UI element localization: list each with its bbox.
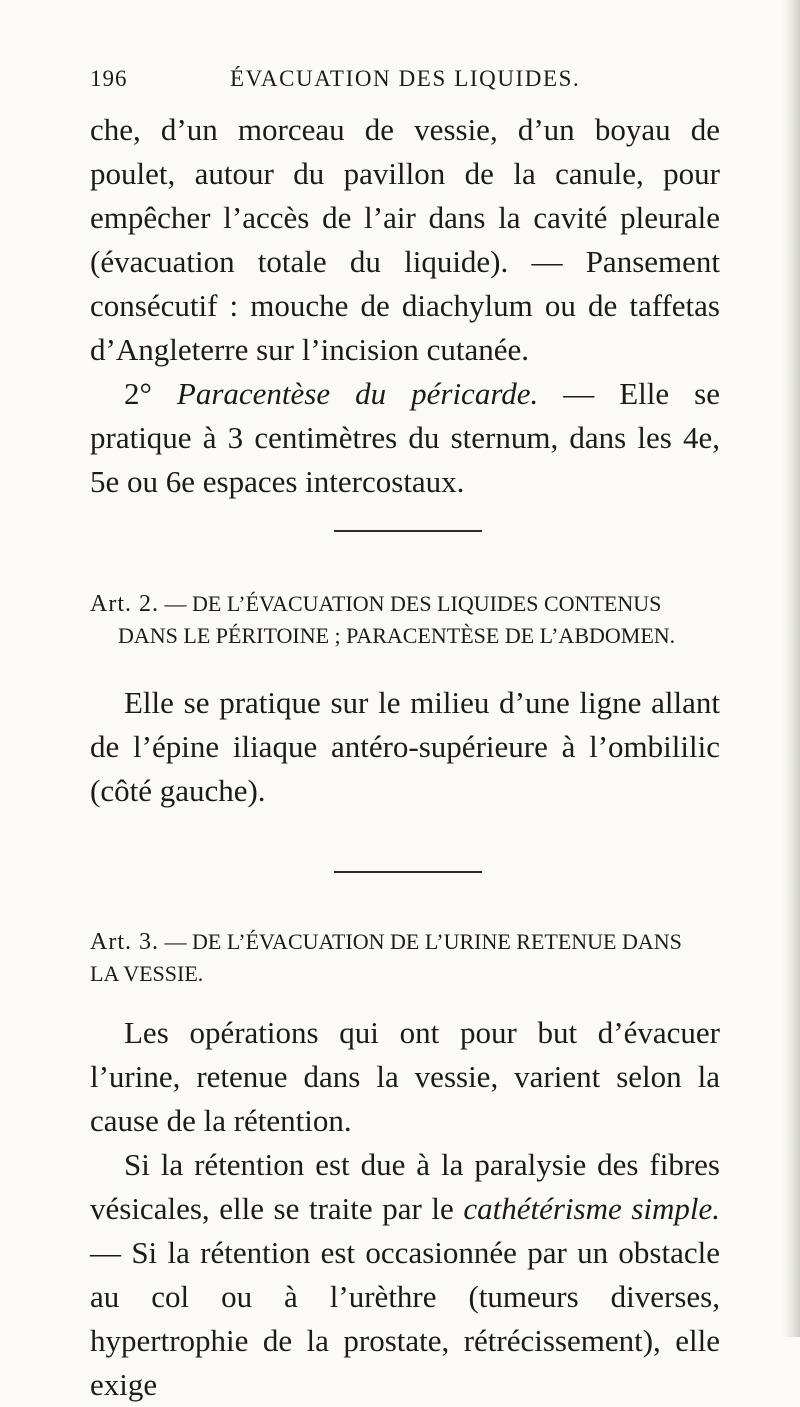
page-header (90, 66, 710, 94)
paragraph-retention-prefix: Si la rétention est due à la paralysie des fibres vésicales, elle se traite par le (90, 1147, 720, 1226)
page-number: 196 (90, 66, 128, 91)
paragraph-retention-text: — Si la rétention est occasionnée par un obstacle au col ou à l’urèthre (tumeurs diverses, hypertrophie de la prostate, rétrécissement), elle exige (90, 1235, 720, 1402)
article-3-title-line1: — DE L’ÉVACUATION DE L’URINE RETENUE DANS (159, 929, 682, 954)
article-3-label: Art. 3. (90, 929, 159, 955)
paragraph-pericarde-text: — Elle se pratique à 3 centimètres du sternum, dans les 4e, 5e ou 6e espaces intercostaux. (90, 376, 720, 499)
paragraph-retention-term: cathétérisme simple. (463, 1191, 721, 1226)
paragraph-pericarde (90, 372, 720, 504)
paragraph-pericarde-prefix: 2° (124, 376, 177, 411)
article-2-title-line2: DANS LE PÉRITOINE ; PARACENTÈSE DE L’ABDOMEN. (118, 623, 676, 648)
paragraph-continuation: che, d’un morceau de vessie, d’un boyau de poulet, autour du pavillon de la canule, pour empêcher l’accès de l’air dans la cavité pleurale (évacuation totale du liquide). — Pansement consécutif : mouche de diachylum ou de taffetas d’Angleterre sur l’incision cutanée. (90, 112, 720, 367)
article-2-title-line1: — DE L’ÉVACUATION DES LIQUIDES CONTENUS (159, 591, 662, 616)
paragraph-urine: Les opérations qui ont pour but d’évacuer l’urine, retenue dans la vessie, varient selon la cause de la rétention. (90, 1015, 720, 1138)
article-2-heading (90, 588, 720, 651)
paragraph-peritoine: Elle se pratique sur le milieu d’une ligne allant de l’épine iliaque antéro-supérieure à l’ombililic (côté gauche). (90, 685, 720, 808)
article-3-title-line2: LA VESSIE. (90, 961, 204, 986)
article-3-heading (90, 926, 720, 989)
paragraph-pericarde-title: Paracentèse du péricarde. (176, 376, 539, 411)
article-2-label: Art. 2. (90, 591, 159, 617)
running-title: ÉVACUATION DES LIQUIDES. (230, 66, 581, 91)
paragraph-retention (90, 1143, 720, 1407)
body-text (90, 108, 720, 1407)
page-edge-shadow (782, 0, 800, 1337)
